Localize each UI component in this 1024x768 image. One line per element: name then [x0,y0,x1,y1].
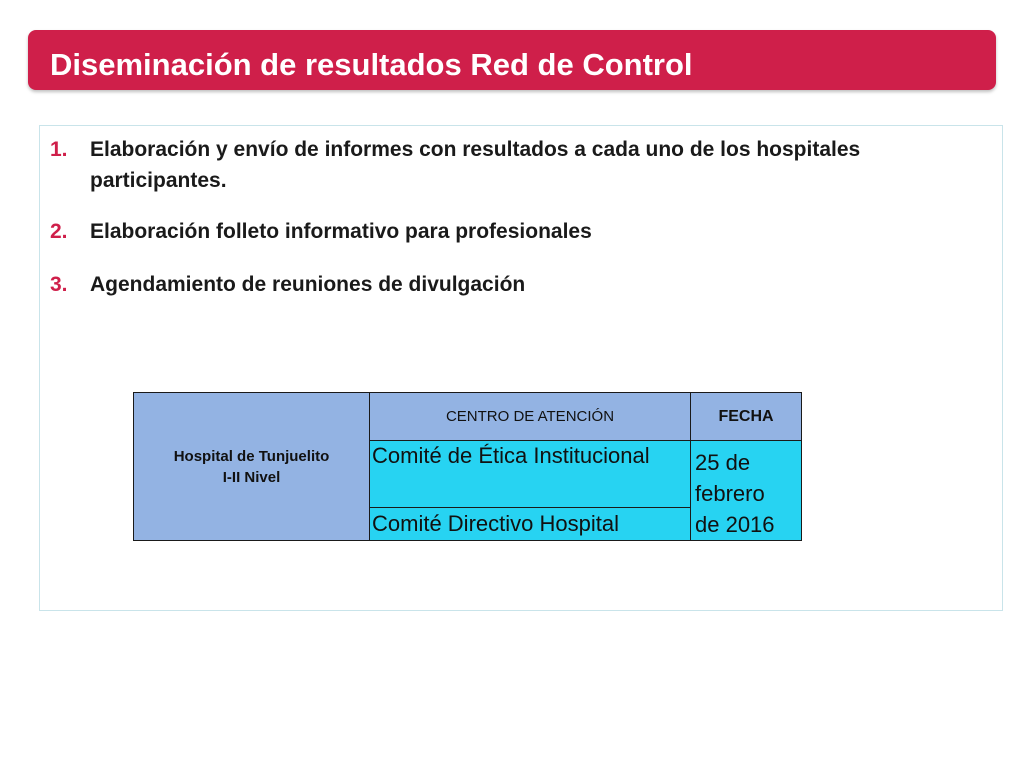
list-item [50,134,950,196]
slide-title: Diseminación de resultados Red de Control [50,47,693,82]
list-item-text: Agendamiento de reuniones de divulgación [90,273,526,296]
list-item-text: Elaboración y envío de informes con resultados a cada uno de los hospitales participantes. [90,138,861,192]
list-number: 2. [50,220,68,243]
hospital-level: I-II Nivel [222,468,281,486]
header-date: FECHA [691,393,802,441]
date-line: febrero [695,481,765,506]
numbered-list [50,134,950,300]
date-line: de 2016 [695,512,775,537]
title-bar [28,30,996,90]
hospital-table [133,392,802,541]
list-number: 3. [50,273,68,296]
center-cell-ethics: Comité de Ética Institucional [370,441,691,508]
table-row [134,393,802,441]
date-cell [691,441,802,541]
hospital-cell [134,393,370,541]
header-center: CENTRO DE ATENCIÓN [370,393,691,441]
list-item-text: Elaboración folleto informativo para profesionales [90,220,592,243]
list-number: 1. [50,138,68,161]
center-cell-board: Comité Directivo Hospital [370,508,691,541]
list-item [50,216,950,247]
hospital-name: Hospital de Tunjuelito [173,447,330,465]
list-item [50,269,950,300]
date-line: 25 de [695,450,751,475]
content-box [39,125,1003,611]
